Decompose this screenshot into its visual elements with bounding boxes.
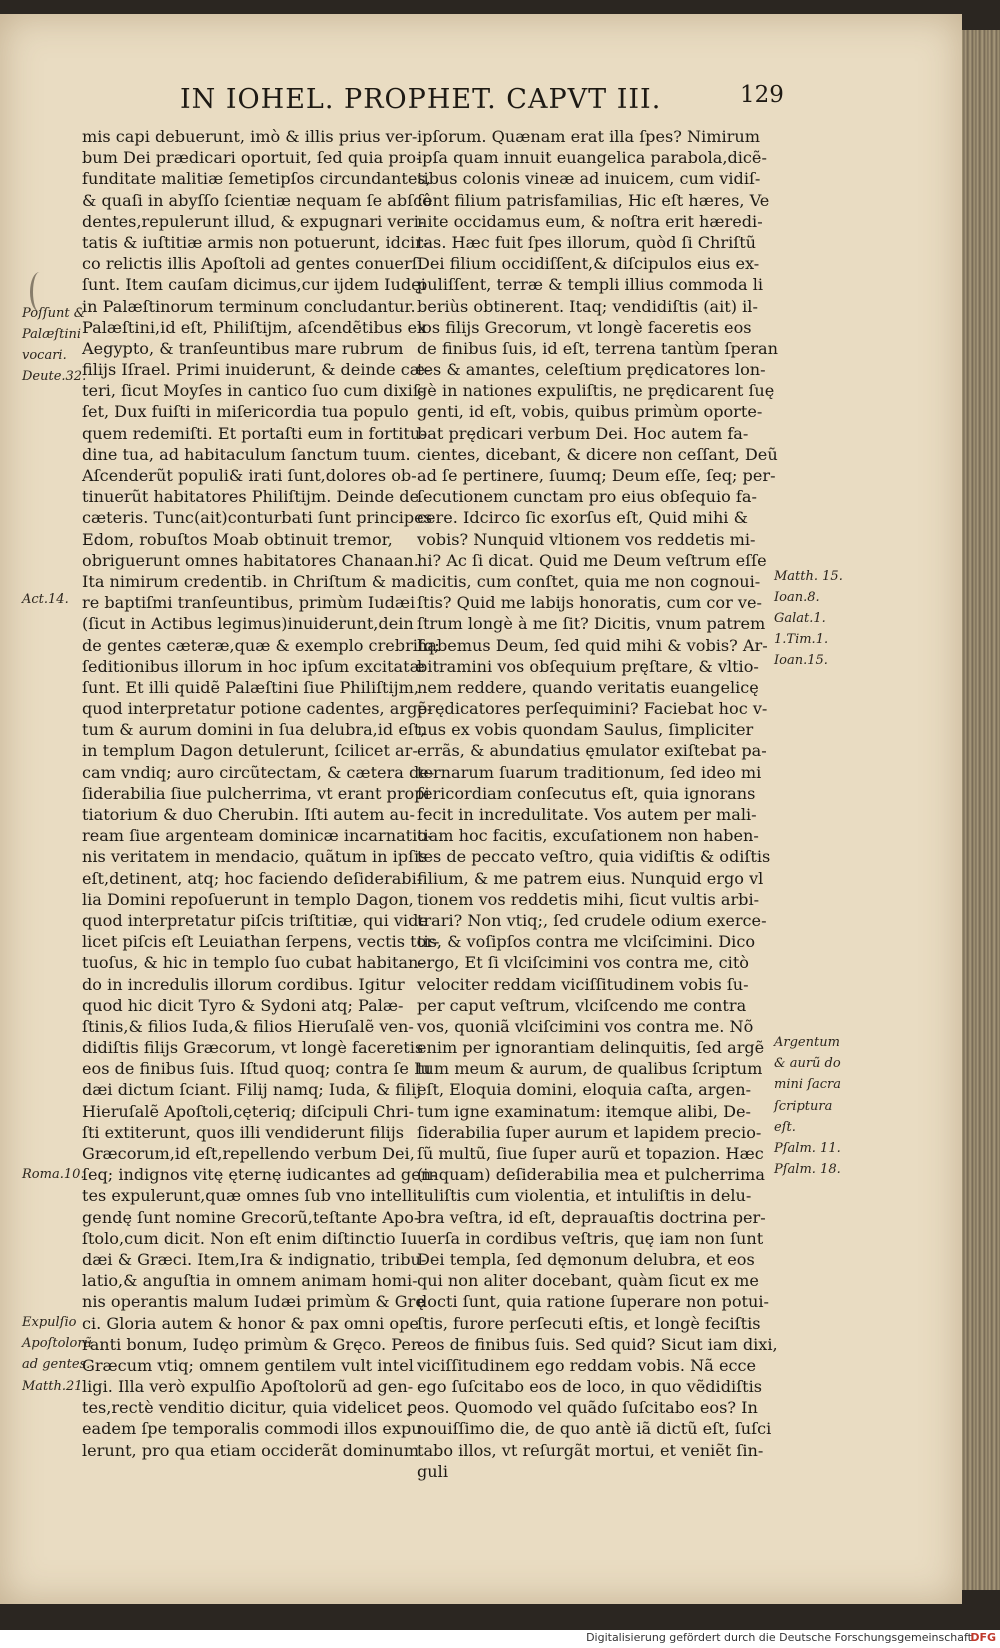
margin-note: mini ſacra <box>774 1077 841 1093</box>
text-line: dæi dictum ſciant. Filij namq; Iuda, & filij <box>82 1080 422 1100</box>
text-line: velociter reddam viciſſitudinem vobis ſu- <box>417 974 749 994</box>
text-line: dine tua, ad habitaculum ſanctum tuum. <box>82 444 411 464</box>
text-line: tum & aurum domini in ſua delubra,id eſt, <box>82 720 426 740</box>
text-line: los filijs Grecorum, vt longè faceretis eos <box>417 317 752 337</box>
text-line: latio,& anguſtia in omnem animam homi- <box>82 1271 418 1291</box>
text-line: Aegypto, & tranſeuntibus mare rubrum <box>82 338 404 358</box>
text-line: ſericordiam conſecutus eſt, quia ignorans <box>417 783 756 803</box>
text-line: qui non aliter docebant, quàm ſicut ex me <box>417 1271 759 1291</box>
margin-note: ſcriptura <box>774 1098 833 1114</box>
margin-note: vocari. <box>22 348 67 364</box>
text-line: ad ſe pertinere, ſuumq; Deum eſſe, ſeq; per- <box>417 466 776 485</box>
text-line: tas. Hæc fuit ſpes illorum, quòd ſi Chriſtũ <box>417 232 757 252</box>
text-line: cere. Idcirco ſic exorſus eſt, Quid mihi & <box>417 508 748 528</box>
text-line: de gentes cæteræ,quæ & exemplo crebriſq; <box>82 635 440 655</box>
margin-note: Expulſio <box>22 1314 77 1330</box>
text-line: & quaſi in abyſſo ſcientiæ nequam ſe abſcô <box>82 190 432 210</box>
text-line: ranti bonum, Iudęo primùm & Gręco. Per <box>82 1334 419 1354</box>
text-line: cam vndiq; auro circũtectam, & cætera de- <box>82 762 435 782</box>
text-line: ergo, Et ſi vlciſcimini vos contra me, citò <box>417 953 749 973</box>
text-line: lia Domini repoſuerunt in templo Dagon, <box>82 889 414 909</box>
margin-note: eſt. <box>774 1119 796 1135</box>
text-line: bum Dei prædicari oportuit, ſed quia pro- <box>82 148 422 168</box>
text-line: ſiderabilia ſiue pulcherrima, vt erant propi <box>82 783 430 803</box>
margin-note: Palæſtini <box>22 327 82 342</box>
text-line: mis capi debuerunt, imò & illis prius ver- <box>82 127 418 146</box>
text-line: enim per ignorantiam delinquitis, ſed argẽ <box>417 1038 765 1058</box>
text-line: tuoſus, & hic in templo ſuo cubat habitan- <box>82 953 424 973</box>
text-line: filijs Iſrael. Primi inuiderunt, & deinde cæ- <box>82 360 431 380</box>
text-line: ligi. Illa verò expulſio Apoſtolorũ ad gen- <box>82 1377 414 1397</box>
text-line: filium, & me patrem eius. Nunquid ergo vl <box>417 868 764 888</box>
text-line: ſeditionibus illorum in hoc ipſum excitatæ <box>82 656 425 676</box>
text-line: dicitis, cum conſtet, quia me non cognoui- <box>417 571 761 591</box>
text-line: ternarum ſuarum traditionum, ſed ideo mi <box>417 762 762 782</box>
text-line: tibus colonis vineæ ad inuicem, cum vidiſ- <box>417 169 761 189</box>
text-line: tes expulerunt,quæ omnes ſub vno intelli- <box>82 1186 423 1206</box>
text-line: obriguerunt omnes habitatores Chanaan. <box>82 550 419 570</box>
text-line: eſt, Eloquia domini, eloquia caſta, argen- <box>417 1080 752 1100</box>
text-line: bitramini vos obſequium pręſtare, & vltio- <box>417 656 759 676</box>
text-line: Edom, robuſtos Moab obtinuit tremor, <box>82 529 393 549</box>
left-text-column <box>82 126 440 1461</box>
dfg-logo: DFG <box>970 1631 996 1644</box>
text-line: tes,rectè venditio dicitur, quia videlicet ꝑ <box>82 1398 418 1418</box>
text-line: co relictis illis Apoſtoli ad gentes conuerſi <box>82 254 423 274</box>
text-line: ſecutionem cunctam pro eius obſequio fa- <box>417 487 757 507</box>
text-line: ſũ multũ, ſiue ſuper aurũ et topazion. Hæc <box>417 1144 764 1163</box>
text-line: eſt,detinent, atq; hoc faciendo deſiderabi- <box>82 868 423 888</box>
text-line: ego ſuſcitabo eos de loco, in quo vẽdidiſtis <box>417 1377 762 1397</box>
margin-note: Apoſtolorũ <box>22 1336 92 1352</box>
text-line: tiam hoc facitis, excuſationem non haben- <box>417 826 759 846</box>
text-line: quem redemiſti. Et portaſti eum in fortitu- <box>82 423 426 443</box>
text-line: trari? Non vtiq;, ſed crudele odium exerce- <box>417 910 767 930</box>
margin-note: Ioan.8. <box>774 589 820 605</box>
margin-note: 1.Tim.1. <box>774 632 829 648</box>
text-line: ſtinis,& filios Iuda,& filios Hieruſalẽ ven- <box>82 1016 414 1036</box>
text-line: ream ſiue argenteam dominicæ incarnatio- <box>82 826 433 846</box>
text-line: quod hic dicit Tyro & Sydoni atq; Palæ- <box>82 995 404 1015</box>
margin-note: Pſalm. 11. <box>774 1141 841 1157</box>
text-line: ipſorum. Quænam erat illa ſpes? Nimirum <box>417 127 760 146</box>
text-line: tiatorium & duo Cherubin. Iſti autem au- <box>82 805 415 824</box>
text-line: tum meum & aurum, de qualibus ſcriptum <box>417 1059 763 1079</box>
text-line: nem reddere, quando veritatis euangelicę <box>417 677 759 697</box>
text-line: fecit in incredulitate. Vos autem per mali- <box>417 805 757 824</box>
text-line: ſeq; indignos vitę ęternę iudicantes ad gen- <box>82 1165 437 1185</box>
text-line: nite occidamus eum, & noſtra erit hæredi- <box>417 211 763 231</box>
text-line: do in incredulis illorum cordibus. Igitur <box>82 974 405 994</box>
text-line: ſet, Dux fuiſti in miſericordia tua populo <box>82 402 409 422</box>
text-line: Ita nimirum credentib. in Chriſtum & ma <box>82 571 417 591</box>
text-line: ſti extiterunt, quos illi vendiderunt filijs <box>82 1122 404 1142</box>
book-page <box>0 14 962 1604</box>
text-line: ſiderabilia ſuper aurum et lapidem precio- <box>417 1122 762 1142</box>
text-line: eos de finibus ſuis. Iſtud quoq; contra ſe Iu <box>82 1059 431 1079</box>
text-line: uerſa in cordibus veſtris, quę iam non ſunt <box>417 1228 764 1248</box>
text-line: eadem ſpe temporalis commodi illos expu <box>82 1419 422 1439</box>
text-line: eos. Quomodo vel quãdo ſuſcitabo eos? In <box>417 1398 758 1418</box>
text-line: nus ex vobis quondam Saulus, ſimpliciter <box>417 720 754 740</box>
text-line: lerunt, pro qua etiam occiderãt dominum <box>82 1440 420 1460</box>
text-line: tabo illos, vt reſurgãt mortui, et veniẽt ſin- <box>417 1440 764 1460</box>
text-line: puliſſent, terræ & templi illius commoda li <box>417 275 764 295</box>
text-line: tuliſtis cum violentia, et intuliſtis in delu- <box>417 1186 752 1206</box>
text-line: (ſicut in Actibus legimus)inuiderunt,dein <box>82 614 414 634</box>
text-line: dentes,repulerunt illud, & expugnari veri- <box>82 211 425 231</box>
text-line: de finibus ſuis, id eſt, terrena tantùm ſperan <box>417 338 778 358</box>
text-line: quod interpretatur potione cadentes, argẽ- <box>82 699 433 719</box>
text-line: ſunt. Et illi quidẽ Palæſtini ſiue Philiſtijm, <box>82 677 420 697</box>
text-line: dæi & Græci. Item,Ira & indignatio, tribu- <box>82 1249 427 1269</box>
text-line: cæteris. Tunc(ait)conturbati ſunt principes <box>82 508 432 528</box>
text-line: funditate malitiæ ſemetipſos circundantes, <box>82 169 431 189</box>
text-line: nouiſſimo die, de quo antè iã dictũ eſt, ſuſci <box>417 1419 772 1439</box>
text-line: tum igne examinatum: itemque alibi, De- <box>417 1101 752 1121</box>
text-line: ipſa quam innuit euangelica parabola,dicẽ- <box>417 148 767 168</box>
text-line: quod interpretatur piſcis triſtitiæ, qui vide <box>82 910 428 930</box>
margin-note: Argentum <box>774 1035 840 1051</box>
page-number: 129 <box>740 82 784 108</box>
text-line: guli <box>417 1461 448 1481</box>
text-line: nis veritatem in mendacio, quãtum in ipſis <box>82 847 428 867</box>
text-line: vobis? Nunquid vltionem vos reddetis mi- <box>417 529 756 549</box>
text-line: errãs, & abundatius ęmulator exiſtebat pa- <box>417 741 767 761</box>
text-line: tis, & voſipſos contra me vlciſcimini. Dico <box>417 932 756 952</box>
text-line: ſtis? Quid me labijs honoratis, cum cor ve- <box>417 593 762 613</box>
text-line: teri, ſicut Moyſes in cantico ſuo cum dixiſ- <box>82 381 425 401</box>
text-line: tinuerũt habitatores Philiſtijm. Deinde de <box>82 487 420 507</box>
margin-note: Poſſunt & <box>22 305 86 321</box>
text-line: ſtrum longè à me ſit? Dicitis, vnum patrem <box>417 614 766 634</box>
text-line: vos, quoniã vlciſcimini vos contra me. Nõ <box>417 1016 754 1036</box>
right-text-column <box>417 126 777 1482</box>
text-line: viciſſitudinem ego reddam vobis. Nã ecce <box>417 1355 757 1375</box>
margin-note: Galat.1. <box>774 611 826 627</box>
text-line: tionem vos reddetis mihi, ſicut vultis arbi- <box>417 889 760 909</box>
text-line: bat prędicari verbum Dei. Hoc autem fa- <box>417 423 749 443</box>
text-line: didiſtis filijs Græcorum, vt longè faceretis <box>82 1038 424 1058</box>
text-line: Dei templa, ſed dęmonum delubra, et eos <box>417 1249 755 1269</box>
margin-note: Matth.21. <box>22 1378 87 1394</box>
text-line: Græcorum,id eſt,repellendo verbum Dei, <box>82 1144 415 1163</box>
text-line: prędicatores perſequimini? Faciebat hoc v- <box>417 699 768 719</box>
text-line: Palæſtini,id eſt, Philiſtijm, aſcendẽtibus ex <box>82 317 427 337</box>
text-line: ſtis, furore perſecuti eſtis, et longè feciſtis <box>417 1313 761 1333</box>
text-line: nis operantis malum Iudæi primùm & Grę <box>82 1292 425 1312</box>
text-line: beriùs obtinerent. Itaq; vendidiſtis (ait) il- <box>417 296 758 316</box>
margin-note: Matth. 15. <box>774 568 843 584</box>
text-line: Græcum vtiq; omnem gentilem vult intel <box>82 1355 414 1375</box>
margin-note: ad gentes. <box>22 1357 91 1373</box>
margin-note: Deute.32. <box>22 369 87 385</box>
text-line: in Palæſtinorum terminum concludantur. <box>82 296 416 316</box>
text-line: Dei filium occidiſſent,& diſcipulos eius ex- <box>417 254 760 274</box>
text-line: bra veſtra, id eſt, deprauaſtis doctrina per- <box>417 1207 766 1227</box>
margin-note: Ioan.15. <box>774 653 828 669</box>
text-line: ſent filium patrisfamilias, Hic eſt hæres, Ve <box>417 190 770 210</box>
text-line: Hieruſalẽ Apoſtoli,cęteriq; diſcipuli Chri- <box>82 1101 415 1121</box>
text-line: gendę ſunt nomine Grecorũ,teſtante Apo- <box>82 1207 420 1227</box>
margin-note: Roma.10. <box>22 1166 85 1182</box>
running-head: IN IOHEL. PROPHET. CAPVT III. <box>180 84 662 115</box>
text-line: habemus Deum, ſed quid mihi & vobis? Ar- <box>417 635 768 655</box>
text-line: cientes, dicebant, & dicere non ceſſant, Deũ <box>417 444 778 464</box>
text-line: eos de finibus ſuis. Sed quid? Sicut iam dixi, <box>417 1334 778 1354</box>
text-line: per caput veſtrum, vlciſcendo me contra <box>417 995 747 1015</box>
text-line: genti, id eſt, vobis, quibus primùm oporte- <box>417 402 763 422</box>
text-line: hi? Ac ſi dicat. Quid me Deum veſtrum eſſe <box>417 550 767 570</box>
text-line: ſunt. Item cauſam dicimus,cur ijdem Iudęi <box>82 275 426 295</box>
margin-note: Act.14. <box>22 592 69 607</box>
footer-credit: Digitalisierung gefördert durch die Deutsche Forschungsgemeinschaft <box>586 1631 972 1644</box>
text-line: re baptiſmi tranſeuntibus, primùm Iudæi <box>82 593 416 613</box>
text-line: tes & amantes, celeſtium prędicatores lon- <box>417 360 766 380</box>
text-line: Aſcenderũt populi& irati ſunt,dolores ob- <box>82 466 417 485</box>
text-line: docti ſunt, quia ratione ſuperare non potui- <box>417 1292 769 1312</box>
text-line: ſtolo,cum dicit. Non eſt enim diſtinctio Iu <box>82 1228 418 1248</box>
text-line: tes de peccato veſtro, quia vidiſtis & odiſtis <box>417 847 771 867</box>
text-line: gè in nationes expuliſtis, ne prędicarent ſuę <box>417 381 775 401</box>
text-line: (inquam) deſiderabilia mea et pulcherrima <box>417 1165 765 1185</box>
text-line: tatis & iuſtitiæ armis non potuerunt, idcir- <box>82 232 429 252</box>
margin-note: Pſalm. 18. <box>774 1162 841 1178</box>
margin-note: & aurũ do <box>774 1056 841 1072</box>
text-line: in templum Dagon detulerunt, ſcilicet ar- <box>82 741 418 761</box>
text-line: ci. Gloria autem & honor & pax omni ope <box>82 1313 419 1333</box>
text-line: licet piſcis eſt Leuiathan ſerpens, vectis tor- <box>82 932 440 952</box>
